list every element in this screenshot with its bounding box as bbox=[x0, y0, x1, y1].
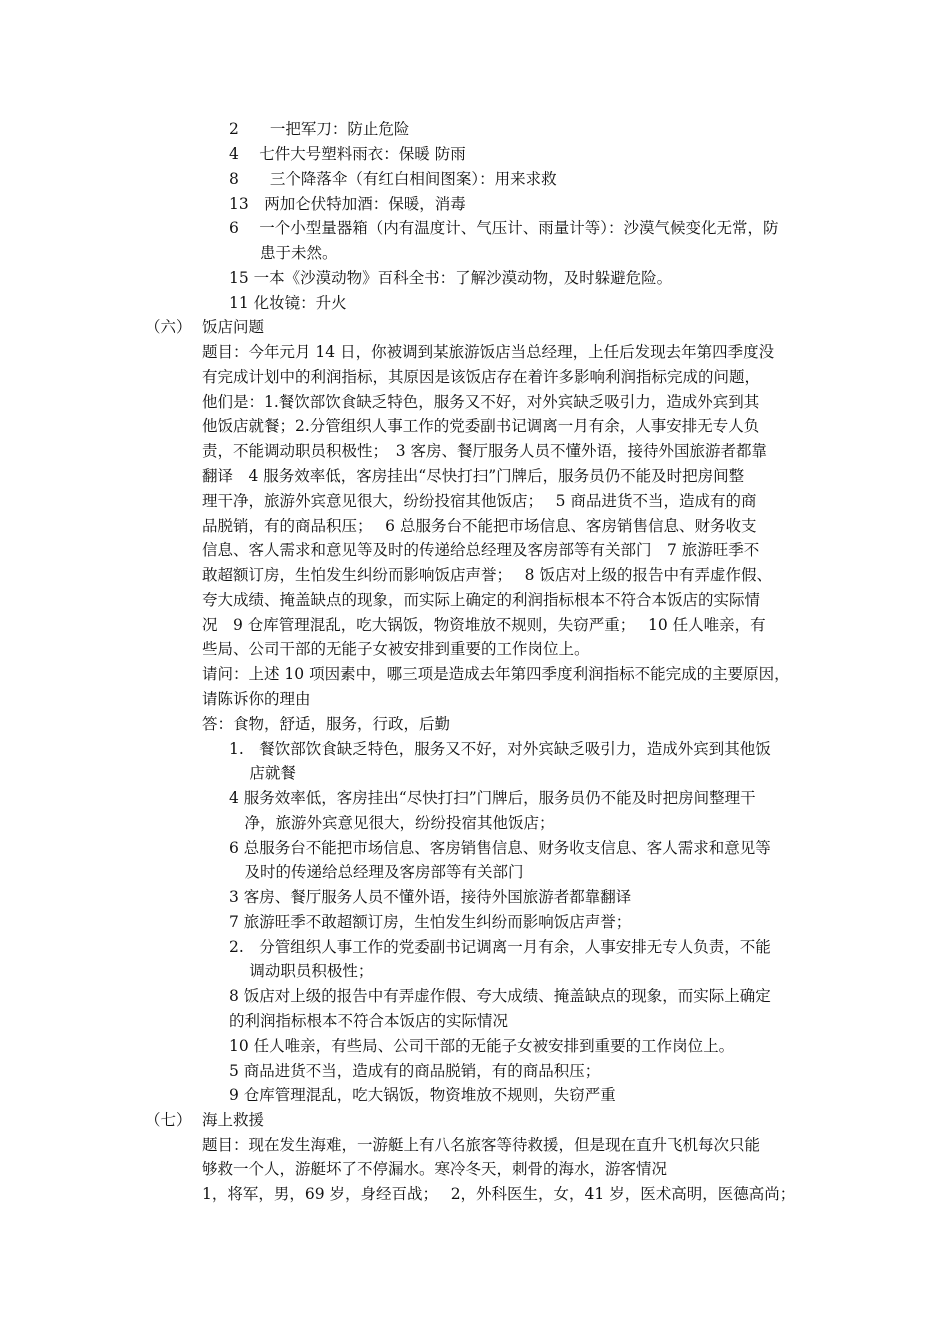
text-line: 请问：上述 10 项因素中，哪三项是造成去年第四季度利润指标不能完成的主要原因， bbox=[202, 665, 790, 683]
answer-summary: 答：食物，舒适，服务，行政，后勤 bbox=[202, 715, 451, 733]
text-line: 责，不能调动职员积极性； 3 客房、餐厅服务人员不懂外语，接待外国旅游者都靠 bbox=[202, 442, 768, 460]
text-line: 他饭店就餐；2.分管组织人事工作的党委副书记调离一月有余，人事安排无专人负 bbox=[202, 417, 760, 435]
section-number: （七） bbox=[145, 1111, 192, 1129]
text-line: 品脱销，有的商品积压； 6 总服务台不能把市场信息、客房销售信息、财务收支 bbox=[202, 517, 757, 535]
survival-item: 13 两加仑伏特加酒：保暖，消毒 bbox=[229, 195, 466, 213]
answer-item: 2. 分管组织人事工作的党委副书记调离一月有余，人事安排无专人负责，不能 bbox=[229, 938, 771, 956]
answer-item-continuation: 及时的传递给总经理及客房部等有关部门 bbox=[229, 863, 524, 881]
answer-item: 1. 餐饮部饮食缺乏特色，服务又不好，对外宾缺乏吸引力，造成外宾到其他饭 bbox=[229, 740, 771, 758]
text-line: 些局、公司干部的无能子女被安排到重要的工作岗位上。 bbox=[202, 640, 590, 658]
text-line: 敢超额订房，生怕发生纠纷而影响饭店声誉； 8 饭店对上级的报告中有弄虚作假、 bbox=[202, 566, 772, 584]
section-title: 饭店问题 bbox=[202, 318, 265, 336]
survival-item: 6 一个小型量器箱（内有温度计、气压计、雨量计等）：沙漠气候变化无常，防 bbox=[229, 219, 779, 237]
survival-item: 15 一本《沙漠动物》百科全书：了解沙漠动物，及时躲避危险。 bbox=[229, 269, 673, 287]
survival-item: 2 一把军刀：防止危险 bbox=[229, 120, 410, 138]
text-line: 信息、客人需求和意见等及时的传递给总经理及客房部等有关部门 7 旅游旺季不 bbox=[202, 541, 760, 559]
text-line: 他们是：1.餐饮部饮食缺乏特色，服务又不好，对外宾缺乏吸引力，造成外宾到其 bbox=[202, 393, 760, 411]
answer-item: 4 服务效率低，客房挂出“尽快打扫”门牌后，服务员仍不能及时把房间整理干 bbox=[229, 789, 756, 807]
answer-item: 6 总服务台不能把市场信息、客房销售信息、财务收支信息、客人需求和意见等 bbox=[229, 839, 771, 857]
answer-item-continuation: 净，旅游外宾意见很大，纷纷投宿其他饭店； bbox=[229, 814, 555, 832]
text-line: 题目：今年元月 14 日，你被调到某旅游饭店当总经理，上任后发现去年第四季度没 bbox=[202, 343, 775, 361]
survival-item: 4 七件大号塑料雨衣：保暖 防雨 bbox=[229, 145, 466, 163]
text-line: 翻译 4 服务效率低，客房挂出“尽快打扫”门牌后，服务员仍不能及时把房间整 bbox=[202, 467, 745, 485]
survival-item: 11 化妆镜：升火 bbox=[229, 294, 347, 312]
text-line: 有完成计划中的利润指标，其原因是该饭店存在着许多影响利润指标完成的问题， bbox=[202, 368, 761, 386]
answer-item: 10 任人唯亲，有些局、公司干部的无能子女被安排到重要的工作岗位上。 bbox=[229, 1037, 735, 1055]
text-line: 况 9 仓库管理混乱，吃大锅饭，物资堆放不规则，失窃严重； 10 任人唯亲，有 bbox=[202, 616, 766, 634]
text-line: 够救一个人，游艇坏了不停漏水。寒冷冬天，刺骨的海水，游客情况 bbox=[202, 1160, 668, 1178]
text-line: 题目：现在发生海难，一游艇上有八名旅客等待救援，但是现在直升飞机每次只能 bbox=[202, 1136, 761, 1154]
answer-item: 8 饭店对上级的报告中有弄虚作假、夸大成绩、掩盖缺点的现象，而实际上确定 bbox=[229, 987, 771, 1005]
text-line: 夸大成绩、掩盖缺点的现象，而实际上确定的利润指标根本不符合本饭店的实际情 bbox=[202, 591, 761, 609]
section-number: （六） bbox=[145, 318, 192, 336]
answer-item: 5 商品进货不当，造成有的商品脱销，有的商品积压； bbox=[229, 1062, 601, 1080]
text-line: 理干净，旅游外宾意见很大，纷纷投宿其他饭店； 5 商品进货不当，造成有的商 bbox=[202, 492, 757, 510]
survival-item: 8 三个降落伞（有红白相间图案）：用来求救 bbox=[229, 170, 557, 188]
answer-item: 3 客房、餐厅服务人员不懂外语，接待外国旅游者都靠翻译 bbox=[229, 888, 632, 906]
section-title: 海上救援 bbox=[202, 1111, 265, 1129]
answer-item-continuation: 的利润指标根本不符合本饭店的实际情况 bbox=[229, 1012, 509, 1030]
answer-item: 7 旅游旺季不敢超额订房，生怕发生纠纷而影响饭店声誉； bbox=[229, 913, 632, 931]
answer-item-continuation: 调动职员积极性； bbox=[229, 962, 374, 980]
text-line: 1，将军，男，69 岁，身经百战； 2，外科医生，女，41 岁，医术高明，医德高尚； bbox=[202, 1185, 796, 1203]
text-line: 请陈诉你的理由 bbox=[202, 690, 311, 708]
answer-item: 9 仓库管理混乱，吃大锅饭，物资堆放不规则，失窃严重 bbox=[229, 1086, 616, 1104]
survival-item-continuation: 患于未然。 bbox=[229, 244, 338, 262]
answer-item-continuation: 店就餐 bbox=[229, 764, 296, 782]
